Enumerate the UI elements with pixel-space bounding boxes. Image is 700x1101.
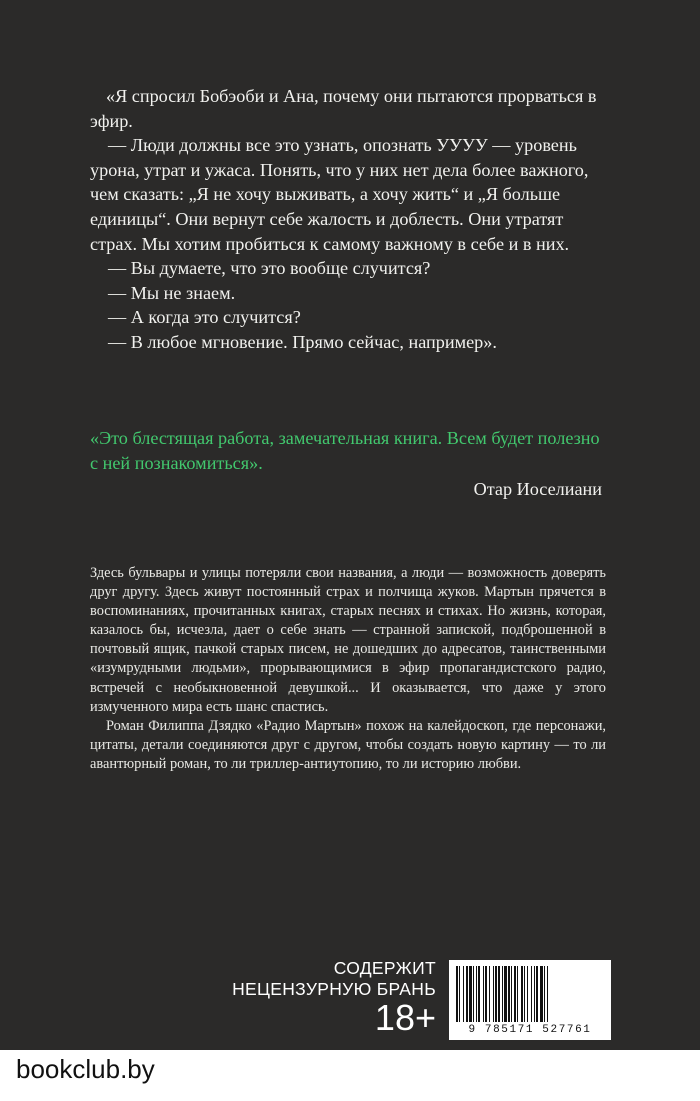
barcode-bar [485, 966, 487, 1022]
barcode-bar [459, 966, 460, 1022]
excerpt-paragraph: — А когда это случится? [108, 307, 301, 328]
book-excerpt [90, 84, 610, 355]
age-rating: 18+ [374, 997, 436, 1038]
barcode-bar [473, 966, 474, 1022]
barcode-bar [531, 966, 532, 1022]
barcode-bar [498, 966, 500, 1022]
excerpt-paragraph: — Мы не знаем. [108, 282, 236, 303]
quote-author: Отар Иоселиани [473, 479, 602, 499]
barcode-bar [463, 966, 464, 1022]
barcode-bar [495, 966, 497, 1022]
barcode-bar [469, 966, 472, 1022]
barcode-bar [527, 966, 528, 1022]
excerpt-paragraph: «Я спросил Бобэоби и Ана, почему они пытаются прорваться в эфир. [90, 86, 597, 131]
barcode-bar [517, 966, 518, 1022]
barcode-bar [534, 966, 535, 1022]
barcode-bar [489, 966, 490, 1022]
barcode-bar [524, 966, 525, 1022]
excerpt-paragraph: — Вы думаете, что это вообще случится? [108, 258, 431, 279]
barcode-bar [536, 966, 538, 1022]
barcode-bar [511, 966, 512, 1022]
barcode-bar [466, 966, 468, 1022]
barcode-bar [547, 966, 548, 1022]
barcode-bar [502, 966, 503, 1022]
barcode-bar [456, 966, 458, 1022]
isbn-number: 9 785171 527761 [468, 1024, 592, 1036]
barcode-bar [514, 966, 516, 1022]
barcode-bar [483, 966, 484, 1022]
barcode-icon [456, 966, 604, 1022]
warning-line: НЕЦЕНЗУРНУЮ БРАНЬ [232, 979, 436, 999]
barcode-bar [478, 966, 480, 1022]
profanity-warning [228, 958, 436, 1000]
warning-line: СОДЕРЖИТ [333, 958, 436, 978]
barcode-bar [508, 966, 510, 1022]
barcode-bar [493, 966, 494, 1022]
isbn-barcode [449, 960, 611, 1040]
barcode-bar [521, 966, 523, 1022]
barcode-bar [504, 966, 507, 1022]
site-watermark[interactable]: bookclub.by [16, 1054, 155, 1084]
barcode-bar [540, 966, 543, 1022]
excerpt-paragraph: — Люди должны все это узнать, опознать УУУУ — уровень урона, утрат и ужаса. Понять, что у них нет дела более важного, чем сказать: „Я не хочу выживать, а хочу жить“ и „Я больше единицы“. Они вернут себе жалость и доблесть. Они утратят страх. Мы хотим пробиться к самому важному в себе и в них. [90, 135, 589, 254]
barcode-bar [544, 966, 545, 1022]
annotation-paragraph: Здесь бульвары и улицы потеряли свои названия, а люди — возможность доверять друг другу. Здесь живут постоянный страх и полчища жуков. Мартын прячется в воспоминаниях, прочитанных книгах, старых песнях и стихах. Но жизнь, которая, казалось бы, исчезла, дает о себе знать — странной запиской, подброшенной в почтовый ящик, пачкой старых писем, не дошедших до адресатов, таинственными «изумрудными людьми», прорывающимися в эфир пропагандистского радио, встречей с необыкновенной девушкой... И оказывается, что даже у этого измученного мира есть шанс спастись. [90, 565, 606, 715]
barcode-bar [476, 966, 477, 1022]
review-quote: «Это блестящая работа, замечательная книга. Всем будет полезно с ней познакомиться». [90, 428, 600, 473]
book-annotation [90, 564, 606, 774]
excerpt-paragraph: — В любое мгновение. Прямо сейчас, например». [108, 331, 497, 352]
annotation-paragraph: Роман Филиппа Дзядко «Радио Мартын» похож на калейдоскоп, где персонажи, цитаты, детали соединяются друг с другом, чтобы создать новую картину — то ли авантюрный роман, то ли триллер-антиутопию, то ли историю любви. [90, 717, 606, 772]
